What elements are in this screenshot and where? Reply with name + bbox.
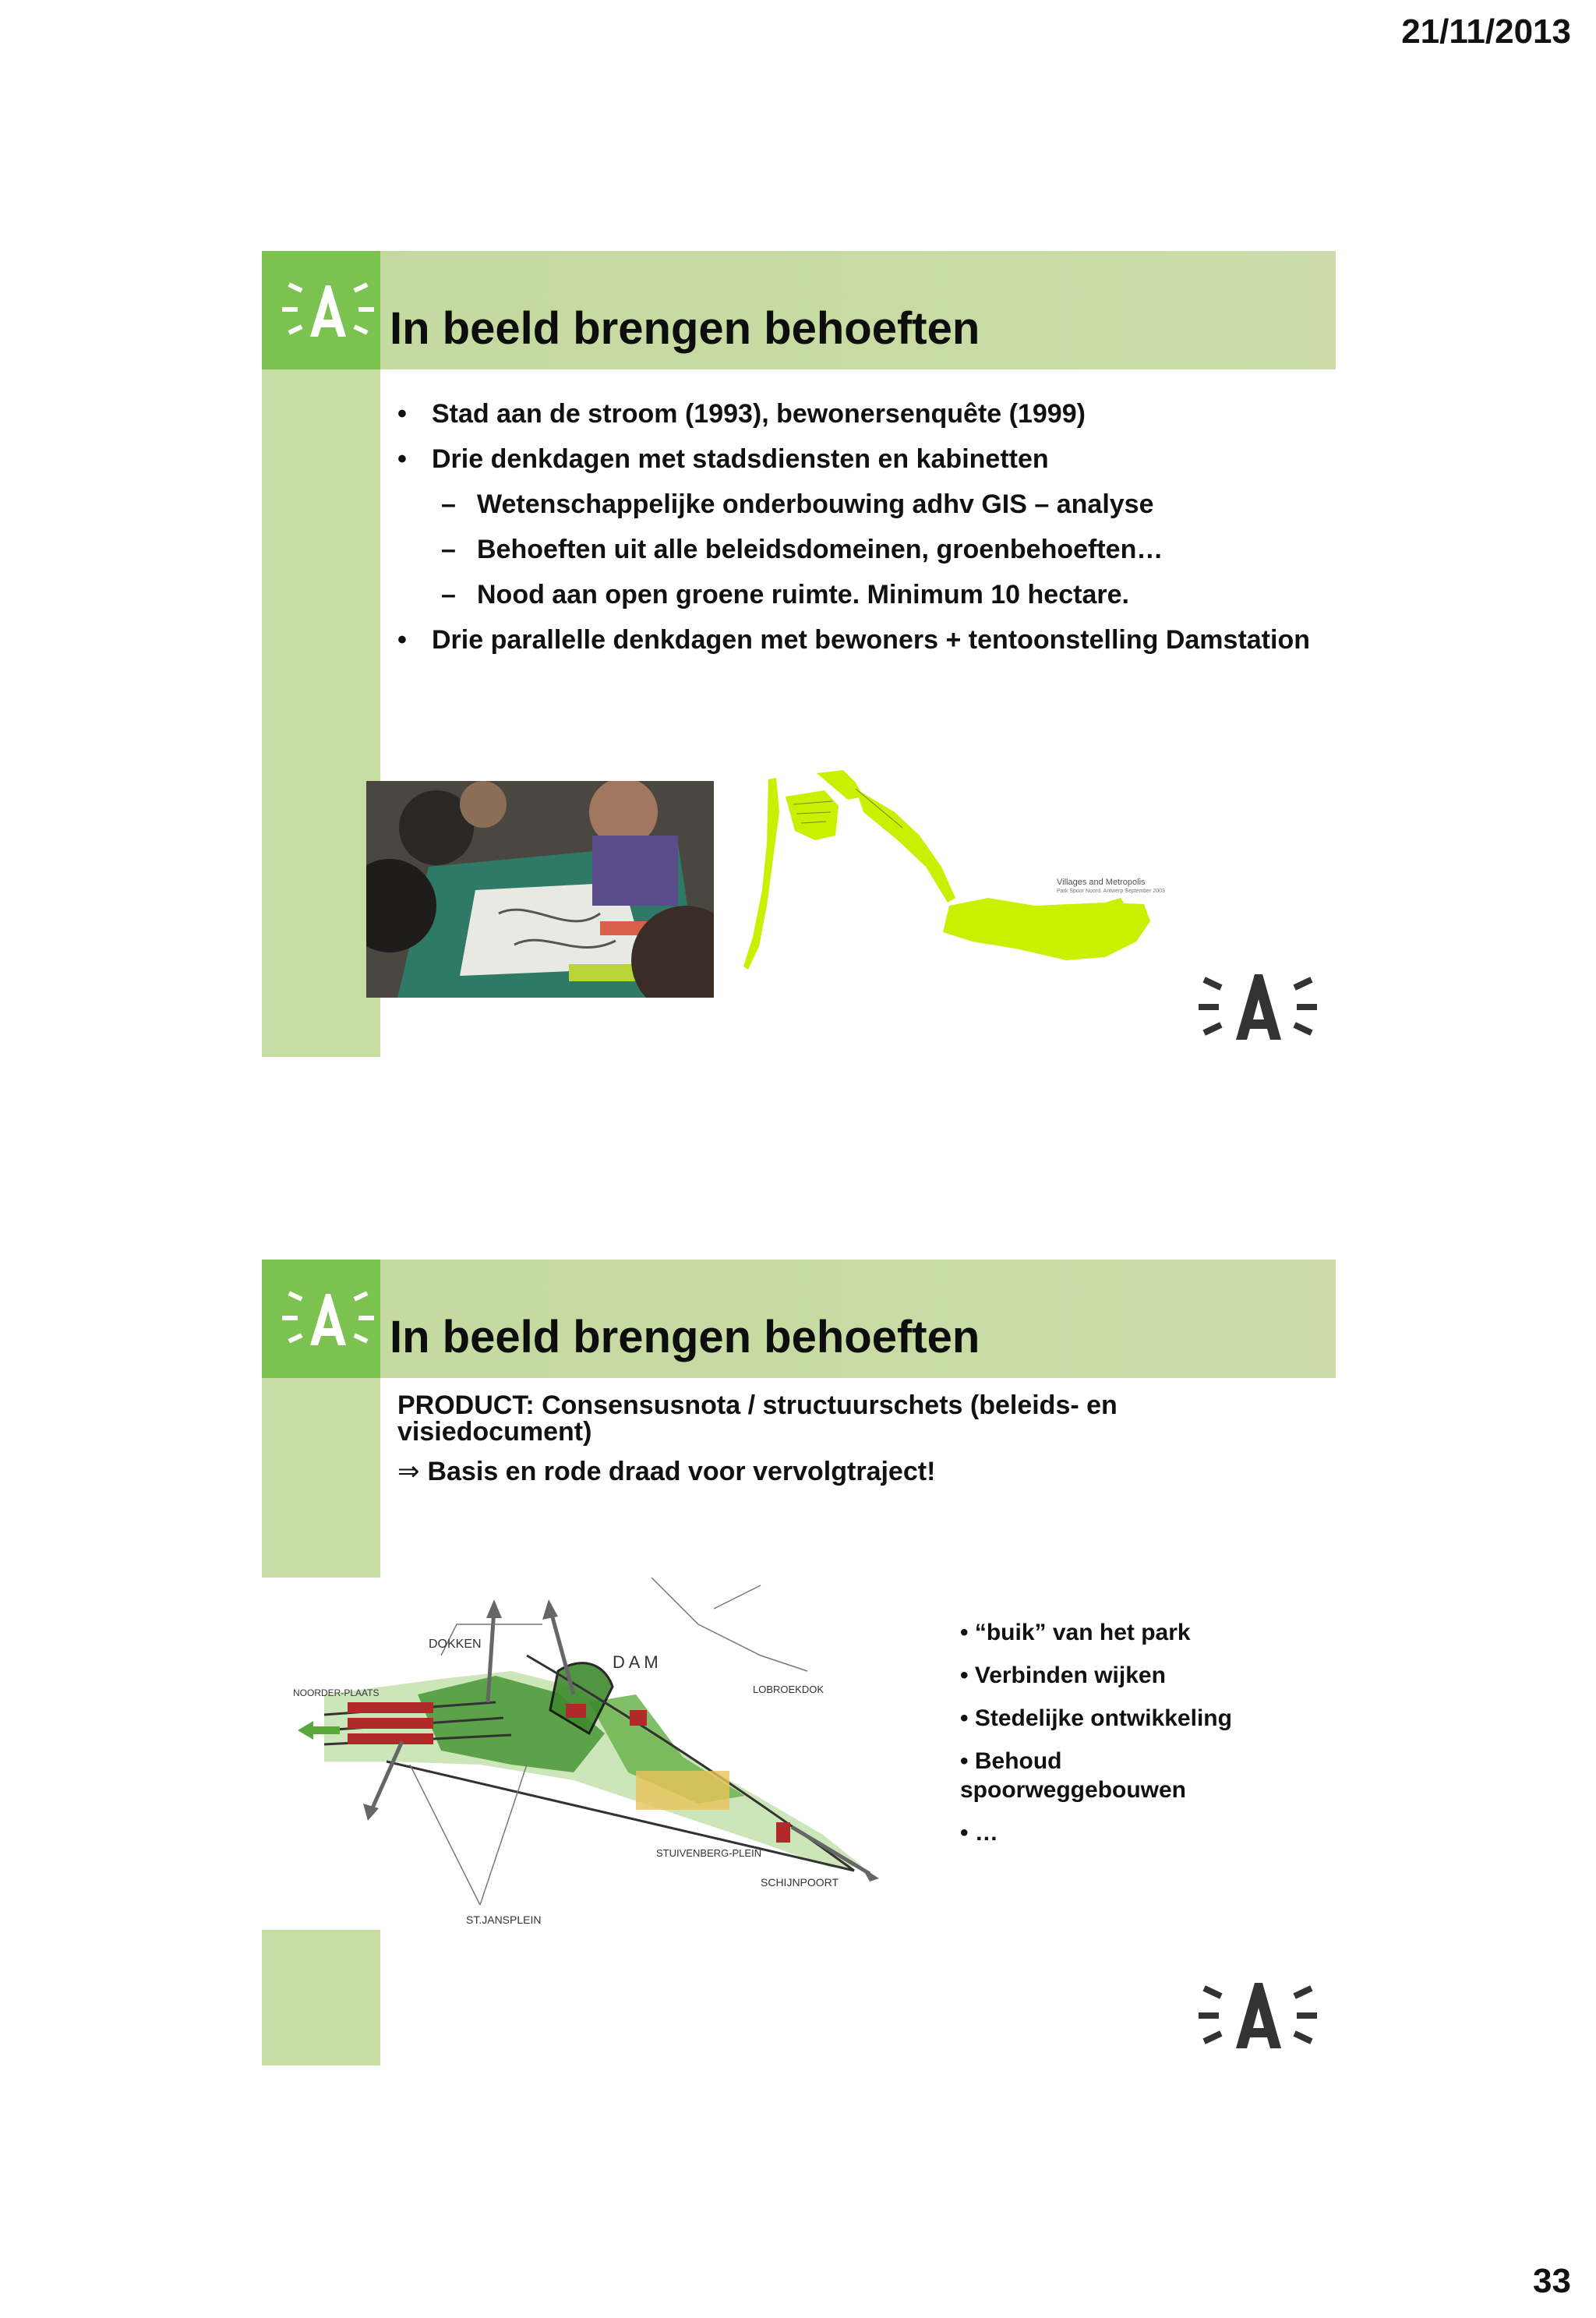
- label-lobroekdok: LOBROEKDOK: [753, 1684, 824, 1695]
- implies-arrow-icon: ⇒: [397, 1457, 420, 1486]
- side-bullet-item: • Stedelijke ontwikkeling: [960, 1704, 1287, 1733]
- label-schijnpoort: SCHIJNPOORT: [761, 1876, 839, 1889]
- side-bullet-item: • …: [960, 1818, 1287, 1847]
- antwerp-a-icon: [262, 251, 380, 369]
- side-bullet-item: • Verbinden wijken: [960, 1661, 1287, 1690]
- side-bullet-list: [960, 1618, 1287, 1861]
- side-bullet-item: • Behoud spoorweggebouwen: [960, 1747, 1287, 1804]
- antwerp-a-corner-icon: [1199, 1972, 1317, 2053]
- slide-2: [262, 1260, 1336, 2065]
- sub-bullet-item: – Wetenschappelijke onderbouwing adhv GIS – analyse: [390, 482, 1325, 527]
- sub-bullet-item: – Nood aan open groene ruimte. Minimum 10 hectare.: [390, 572, 1325, 617]
- antwerp-logo: [262, 1260, 380, 1378]
- sub-bullet-item: – Behoeften uit alle beleidsdomeinen, groenbehoeften…: [390, 527, 1325, 572]
- map-caption-subtitle: Park Spoor Noord. Antwerp September 2003: [1057, 889, 1165, 894]
- workshop-photo: [366, 781, 714, 998]
- product-text: PRODUCT: Consensusnota / structuurschets (beleids- en visiedocument): [397, 1390, 1118, 1447]
- conclusion-text: Basis en rode draad voor vervolgtraject!: [427, 1457, 936, 1486]
- bullet-list: [390, 391, 1325, 663]
- page-date: 21/11/2013: [1401, 12, 1571, 51]
- slide-title: In beeld brengen behoeften: [390, 1312, 980, 1362]
- antwerp-a-corner-icon: [1199, 963, 1317, 1044]
- bullet-item: • Stad aan de stroom (1993), bewonersenquête (1999): [390, 391, 1325, 436]
- antwerp-logo: [262, 251, 380, 369]
- left-strip: [262, 369, 380, 1057]
- bullet-item: • Drie parallelle denkdagen met bewoners + tentoonstelling Damstation: [390, 617, 1325, 663]
- label-st-jansplein: ST.JANSPLEIN: [466, 1913, 542, 1926]
- label-dam: D A M: [613, 1652, 659, 1672]
- label-dokken: DOKKEN: [429, 1638, 482, 1651]
- structure-sketch-image: [293, 1578, 994, 1930]
- label-noorder-plaats: NOORDER-PLAATS: [293, 1687, 380, 1698]
- slide-1: [262, 251, 1336, 1057]
- page-number: 33: [1533, 2262, 1571, 2300]
- bullet-item: • Drie denkdagen met stadsdiensten en kabinetten: [390, 436, 1325, 482]
- antwerp-a-icon: [262, 1260, 380, 1378]
- conclusion-line: [397, 1456, 935, 1487]
- side-bullet-item: • “buik” van het park: [960, 1618, 1287, 1647]
- slide-title: In beeld brengen behoeften: [390, 303, 980, 354]
- label-stuivenberg: STUIVENBERG-PLEIN: [656, 1847, 762, 1859]
- map-caption-title: Villages and Metropolis: [1057, 878, 1146, 887]
